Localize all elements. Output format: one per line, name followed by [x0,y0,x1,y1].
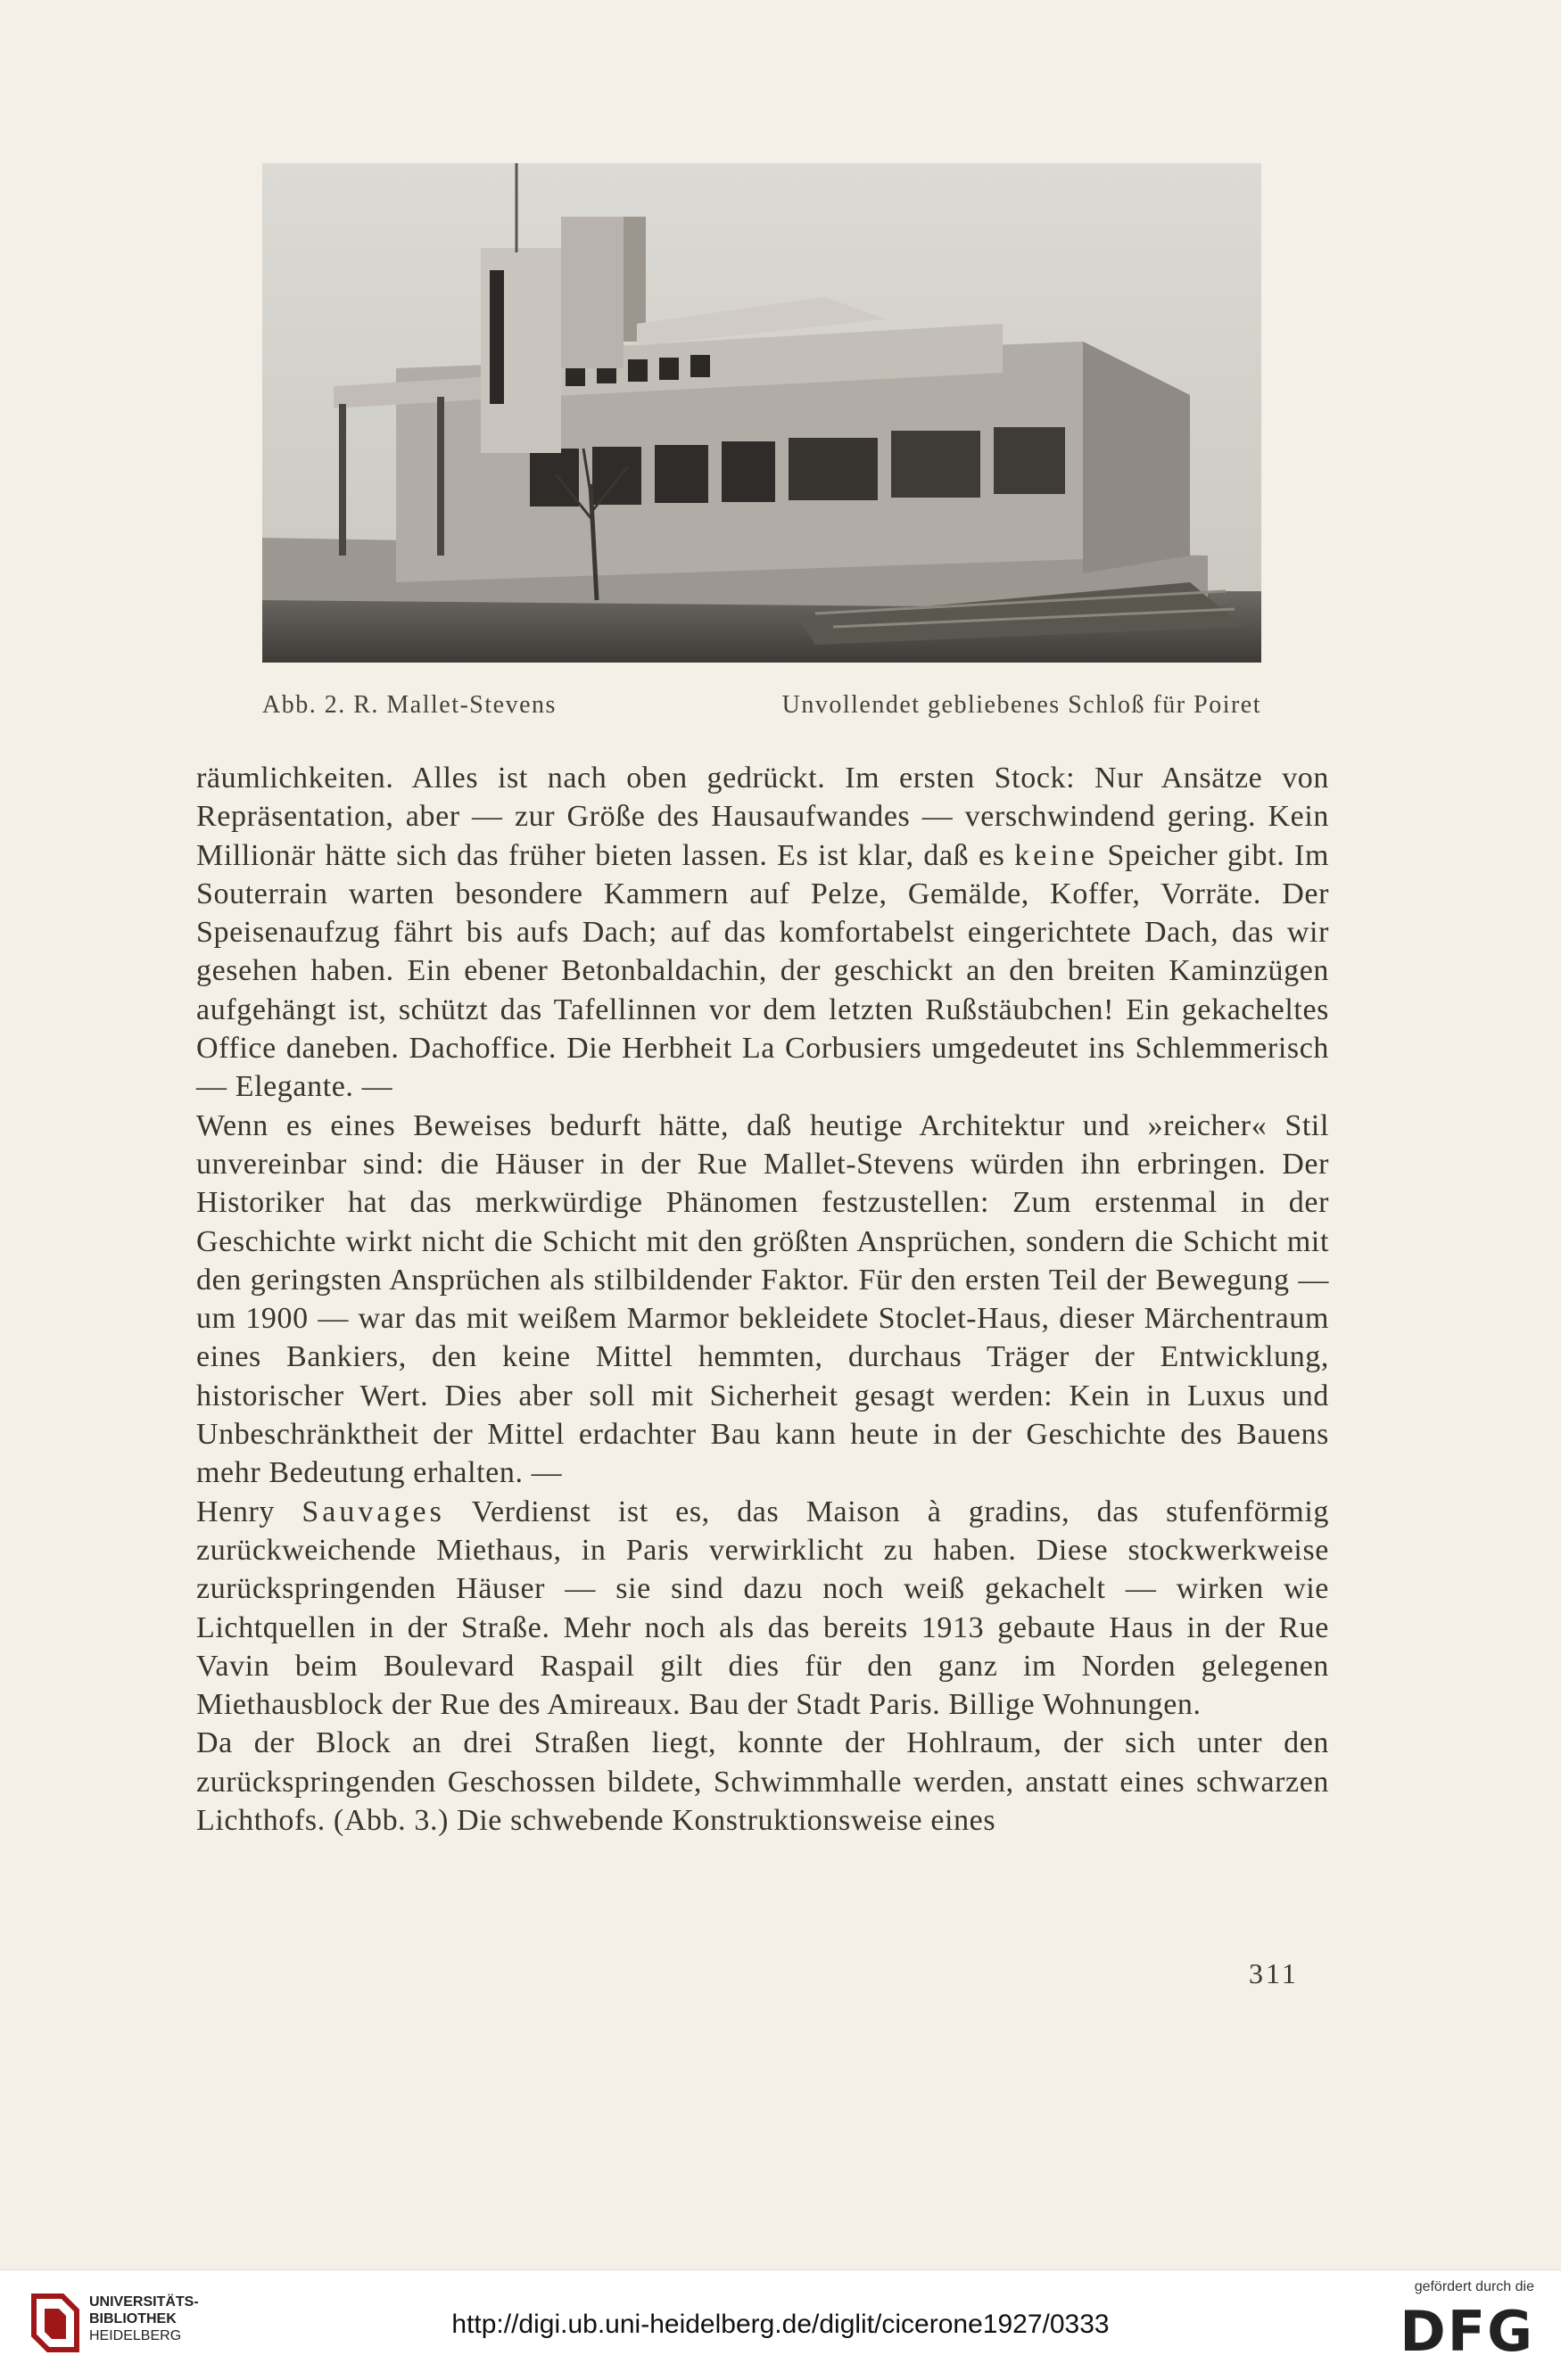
page-number: 311 [1249,1957,1299,1989]
paragraph-3 [196,1493,1329,1725]
paragraph-1-rest: Speicher gibt. Im Souterrain warten besondere Kammern auf Pelze, Gemälde, Koffer, Vorräte. Der Speisenaufzug fährt bis aufs Dach; auf das komfortabelst eingerichtete Dach, das wir gesehen haben. Ein ebener Betonbaldachin, der geschickt an den breiten Kaminzügen aufgehängt ist, schützt das Tafellinnen vor dem letzten Rußstäubchen! Ein gekacheltes Office daneben. Dachoffice. Die Herbheit La Corbusiers umgedeutet ins Schlemmerisch — Elegante. — [196,838,1330,1104]
photo-illustration [262,163,1261,663]
funding-label: gefördert durch die [1414,2279,1534,2294]
dfg-logo: DFG [1400,2299,1534,2364]
permalink-url[interactable]: http://digi.ub.uni-heidelberg.de/diglit/cicerone1927/0333 [451,2310,1110,2339]
figure-caption-right: Unvollendet gebliebenes Schloß für Poiret [781,691,1261,719]
paragraph-3-rest: Verdienst ist es, das Maison à gradins, das stufenförmig zurückweichende Miethaus, in Paris verwirklicht zu haben. Diese stockwerkweise zurückspringenden Häuser — sie sind dazu noch weiß gekachelt — wirken wie Lichtquellen in der Straße. Mehr noch als das bereits 1913 gebaute Haus in der Rue Vavin beim Boulevard Raspail gilt dies für den ganz im Norden gelegenen Miethausblock der Rue des Amireaux. Bau der Stadt Paris. Billige Wohnungen. [196,1495,1329,1722]
library-line-1: UNIVERSITÄTS- [89,2294,199,2310]
figure-caption-left: Abb. 2. R. Mallet-Stevens [262,691,557,719]
paragraph-3-lead: Henry [196,1495,275,1528]
library-line-2: BIBLIOTHEK [89,2311,177,2326]
building-photograph [262,163,1261,663]
paragraph-2: Wenn es eines Beweises bedurft hätte, daß heutige Architektur und »reicher« Stil unvereinbar sind: die Häuser in der Rue Mallet-Stevens würden ihn erbringen. Der Historiker hat das merkwürdige Phänomen festzustellen: Zum erstenmal in der Geschichte wirkt nicht die Schicht mit den größten Ansprüchen, sondern die Schicht mit den geringsten Ansprüchen als stilbildender Faktor. Für den ersten Teil der Bewegung — um 1900 — war das mit weißem Marmor bekleidete Stoclet-Haus, dieser Märchentraum eines Bankiers, den keine Mittel hemmten, durchaus Träger der Entwicklung, historischer Wert. Dies aber soll mit Sicherheit gesagt werden: Kein in Luxus und Unbeschränktheit der Mittel erdachter Bau kann heute in der Geschichte des Bauens mehr Bedeutung erhalten. — [196,1108,1329,1490]
paragraph-3-emphasis: Sauvages [301,1495,445,1528]
body-text [196,759,1329,1840]
paragraph-1-start: räumlichkeiten. Alles ist nach oben gedrückt. Im ersten Stock: Nur Ansätze von Repräsentation, aber — zur Größe des Hausaufwandes — verschwindend gering. Kein Millionär hätte sich das früher bieten lassen. Es ist klar, daß es [196,762,1329,872]
paragraph-4: Da der Block an drei Straßen liegt, konnte der Hohlraum, der sich unter den zurückspringenden Geschossen bildete, Schwimmhalle werden, anstatt eines schwarzen Lichthofs. (Abb. 3.) Die schwebende Konstruktionsweise eines [196,1726,1329,1838]
paragraph-1-emphasis: keine [1014,838,1098,872]
paragraph-1 [196,759,1329,1107]
library-line-3: HEIDELBERG [89,2328,182,2343]
